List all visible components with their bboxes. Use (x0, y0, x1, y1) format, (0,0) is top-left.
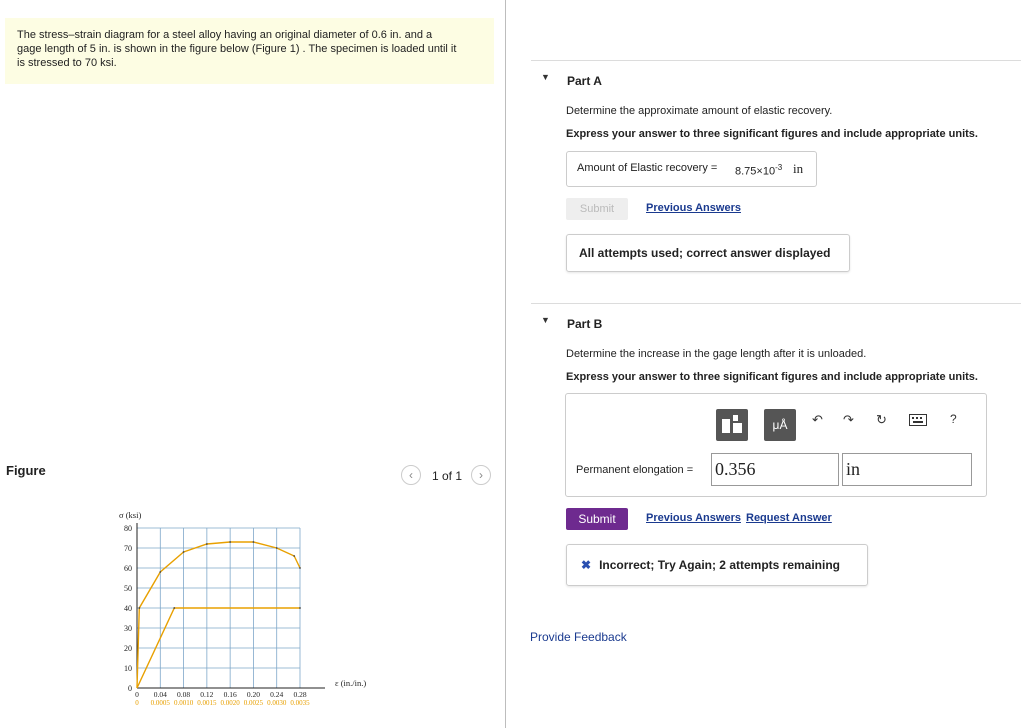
chevron-left-icon: ‹ (409, 468, 413, 482)
part-a-answer-value (735, 163, 782, 178)
x-tick-label-upper: 0.16 (223, 690, 237, 699)
data-point (293, 555, 295, 557)
x-tick-label-lower: 0 (135, 699, 139, 707)
x-tick-label-upper: 0 (135, 690, 139, 699)
data-point (276, 547, 278, 549)
figure-label: Figure (6, 463, 46, 478)
chevron-right-icon: › (479, 468, 483, 482)
part-b-answer-panel (565, 393, 987, 497)
keyboard-icon[interactable] (909, 414, 927, 429)
part-b-question: Determine the increase in the gage length after it is unloaded. (566, 348, 867, 360)
part-b-title: Part B (567, 317, 603, 331)
x-tick-label-upper: 0.28 (293, 690, 307, 699)
elongation-unit-input[interactable]: in (842, 453, 972, 486)
feedback-text: Incorrect; Try Again; 2 attempts remaining (599, 558, 841, 572)
templates-icon (716, 409, 748, 441)
problem-line-1: The stress–strain diagram for a steel alloy having an original diameter of 0.6 in. and a (17, 29, 433, 41)
y-axis-label: σ (ksi) (119, 510, 142, 520)
y-tick-label: 0 (128, 684, 132, 693)
part-a-answer-unit: in (793, 161, 804, 176)
help-icon[interactable]: ? (950, 412, 957, 426)
part-a-answer-box (566, 151, 817, 187)
part-a-submit-button[interactable]: Submit (566, 198, 628, 220)
x-tick-label-lower: 0.0035 (290, 699, 310, 707)
x-tick-label-upper: 0.04 (153, 690, 167, 699)
x-tick-label-lower: 0.0005 (150, 699, 170, 707)
part-b-instruction: Express your answer to three significant figures and include appropriate units. (566, 371, 978, 383)
x-tick-label-lower: 0.0025 (243, 699, 264, 707)
redo-icon[interactable]: ↷ (843, 412, 854, 427)
x-tick-label-upper: 0.24 (270, 690, 284, 699)
units-button[interactable] (764, 409, 796, 441)
y-tick-label: 50 (124, 584, 132, 593)
stress-strain-chart (100, 500, 390, 715)
provide-feedback-link[interactable]: Provide Feedback (530, 630, 627, 644)
problem-statement (5, 18, 494, 84)
undo-icon[interactable]: ↶ (812, 412, 823, 427)
part-a-title: Part A (567, 74, 602, 88)
problem-line-3: is stressed to 70 ksi. (17, 57, 117, 69)
elongation-value-input[interactable]: 0.356 (711, 453, 839, 486)
part-b-feedback-notice (566, 544, 868, 586)
x-tick-label-lower: 0.0030 (267, 699, 287, 707)
data-point (299, 607, 301, 609)
mu-angstrom-icon: μÅ (772, 418, 788, 432)
part-b-submit-button[interactable]: Submit (566, 508, 628, 530)
figure-pager: 1 of 1 (432, 469, 463, 483)
x-tick-label-upper: 0.12 (200, 690, 214, 699)
part-a-header[interactable] (531, 60, 1021, 91)
reset-icon[interactable]: ↻ (876, 412, 887, 427)
collapse-triangle-icon: ▼ (541, 72, 550, 82)
y-tick-label: 80 (124, 524, 132, 533)
y-tick-label: 10 (124, 664, 132, 673)
y-tick-label: 20 (124, 644, 132, 653)
answer-mantissa: 8.75×10 (735, 165, 776, 178)
panel-divider (505, 0, 506, 728)
y-tick-label: 60 (124, 564, 132, 573)
part-a-answer-label: Amount of Elastic recovery = (577, 162, 718, 174)
data-point (206, 543, 208, 545)
data-point (253, 541, 255, 543)
x-axis-label: ε (in./in.) (335, 678, 367, 688)
data-point (173, 607, 175, 609)
collapse-triangle-icon: ▼ (541, 315, 550, 325)
data-point (159, 571, 161, 573)
part-b-header[interactable] (531, 303, 1021, 334)
request-answer-link[interactable]: Request Answer (746, 512, 832, 524)
part-a-status-notice: All attempts used; correct answer displayed (566, 234, 850, 272)
part-a-question: Determine the approximate amount of elastic recovery. (566, 105, 833, 117)
x-tick-label-lower: 0.0020 (220, 699, 240, 707)
x-tick-label-lower: 0.0015 (197, 699, 217, 707)
permanent-elongation-label: Permanent elongation = (576, 464, 694, 476)
y-tick-label: 40 (124, 604, 132, 613)
data-point (299, 567, 301, 569)
answer-exponent: -3 (775, 163, 783, 172)
x-tick-label-upper: 0.20 (246, 690, 260, 699)
y-tick-label: 30 (124, 624, 132, 633)
incorrect-x-icon: ✖ (581, 558, 592, 572)
data-point (138, 607, 140, 609)
part-a-instruction: Express your answer to three significant figures and include appropriate units. (566, 128, 978, 140)
stress-strain-curve-1 (137, 542, 300, 688)
x-tick-label-lower: 0.0010 (173, 699, 194, 707)
prev-figure-button[interactable] (401, 465, 421, 485)
problem-line-2: gage length of 5 in. is shown in the figure below (Figure 1) . The specimen is loaded until it (17, 43, 457, 55)
templates-button[interactable] (716, 409, 748, 441)
part-a-previous-answers-link[interactable]: Previous Answers (646, 202, 741, 214)
data-point (183, 551, 185, 553)
y-tick-label: 70 (124, 544, 132, 553)
x-tick-label-upper: 0.08 (177, 690, 191, 699)
part-b-previous-answers-link[interactable]: Previous Answers (646, 512, 741, 524)
next-figure-button[interactable] (471, 465, 491, 485)
data-point (229, 541, 231, 543)
